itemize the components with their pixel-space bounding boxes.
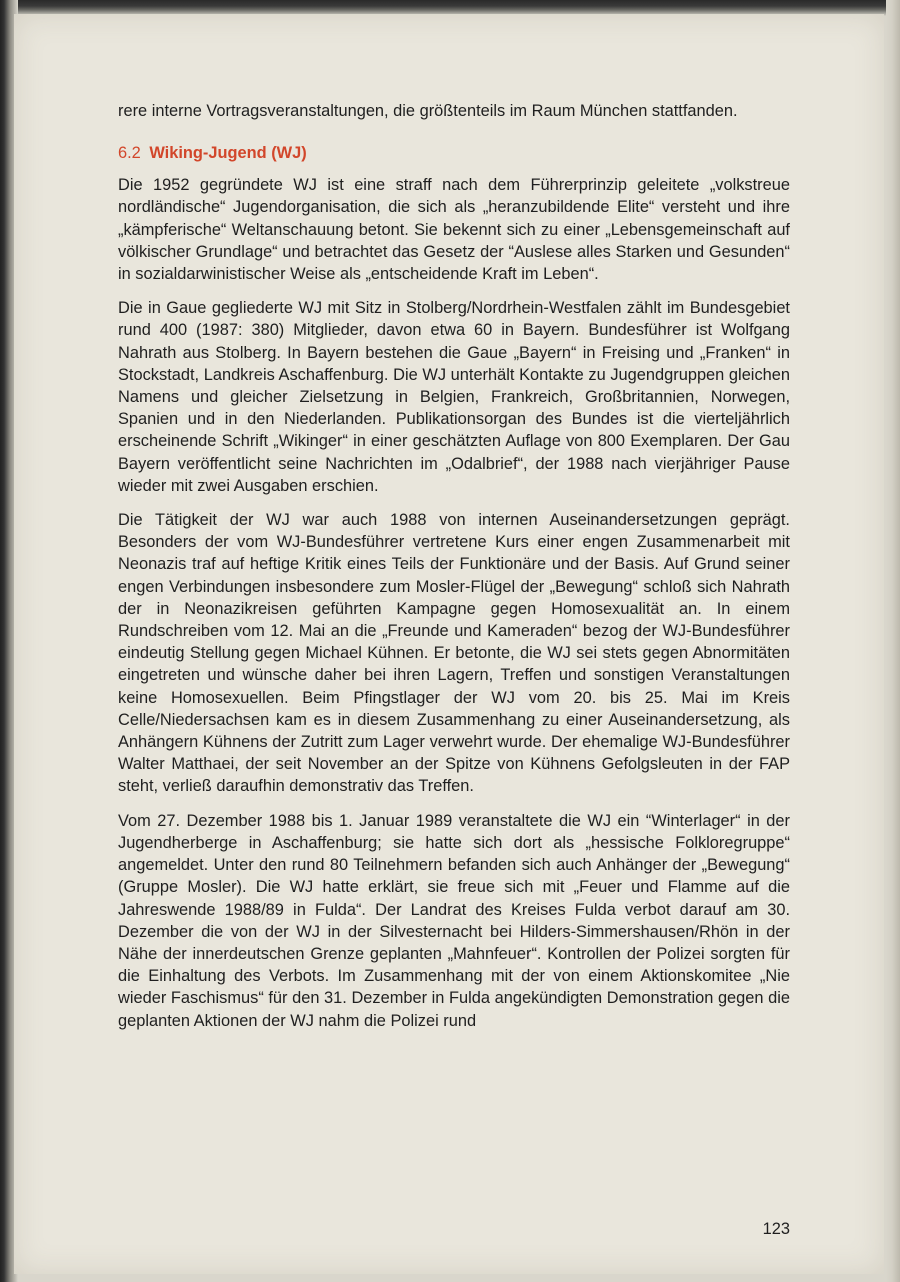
section-heading [118, 142, 790, 164]
paragraph-2: Die in Gaue gegliederte WJ mit Sitz in Stolberg/Nordrhein-Westfalen zählt im Bundesgebiet rund 400 (1987: 380) Mitglieder, davon etwa 60 in Bayern. Bundesführer ist Wolfgang Nahrath aus Stolberg. In Bayern bestehen die Gaue „Bayern“ in Freising und „Franken“ in Stockstadt, Landkreis Aschaffenburg. Die WJ unterhält Kontakte zu Jugendgruppen gleichen Namens und gleicher Zielsetzung in Belgien, Frankreich, Großbritannien, Norwegen, Spanien und in den Niederlanden. Publikationsorgan des Bundes ist die vierteljährlich erscheinende Schrift „Wikinger“ in einer geschätzten Auflage von 800 Exemplaren. Der Gau Bayern veröffentlicht seine Nachrichten im „Odalbrief“, der 1988 nach vierjähriger Pause wieder mit zwei Ausgaben erschien. [118, 299, 790, 495]
page-number: 123 [762, 1220, 790, 1238]
intro-paragraph: rere interne Vortragsveranstaltungen, die größtenteils im Raum München stattfanden. [118, 102, 738, 120]
section-title: Wiking-Jugend (WJ) [149, 144, 307, 163]
paragraph-3: Die Tätigkeit der WJ war auch 1988 von internen Auseinandersetzungen geprägt. Besonders der vom WJ-Bundesführer vertretene Kurs einer engen Zusammenarbeit mit Neonazis traf auf heftige Kritik eines Teils der Funktionäre und der Basis. Auf Grund seiner engen Verbindungen insbesondere zum Mosler-Flügel der „Bewegung“ schloß sich Nahrath der in Neonazikreisen geführten Kampagne gegen Homosexualität an. In einem Rundschreiben vom 12. Mai an die „Freunde und Kameraden“ bezog der WJ-Bundesführer eindeutig Stellung gegen Michael Kühnen. Er betonte, die WJ sei stets gegen Abnormitäten eingetreten und wünsche daher bei ihren Lagern, Treffen und sonstigen Veranstaltungen keine Homosexuellen. Beim Pfingstlager der WJ vom 20. bis 25. Mai im Kreis Celle/Niedersachsen kam es in diesem Zusammenhang zu einer Auseinandersetzung, als Anhängern Kühnens der Zutritt zum Lager verwehrt wurde. Der ehemalige WJ-Bundesführer Walter Matthaei, der seit November an der Spitze von Kühnens Gefolgsleuten in der FAP steht, verließ daraufhin demonstrativ das Treffen. [118, 511, 790, 796]
page-content [118, 100, 790, 1044]
section-number: 6.2 [118, 144, 141, 163]
paragraph-1: Die 1952 gegründete WJ ist eine straff nach dem Führerprinzip geleitete „volkstreue nordländische“ Jugendorganisation, die sich als „heranzubildende Elite“ versteht und ihre „kämpferische“ Weltanschauung betont. Sie bekennt sich zu einer „Lebensgemeinschaft auf völkischer Grundlage“ und betrachtet das Gesetz der “Auslese alles Starken und Gesunden“ in sozialdarwinistischer Weise als „entscheidende Kraft im Leben“. [118, 176, 790, 284]
page-edge-right [886, 0, 900, 1282]
paragraph-4: Vom 27. Dezember 1988 bis 1. Januar 1989 veranstaltete die WJ ein “Winterlager“ in der Jugendherberge in Aschaffenburg; sie hatte sich dort als „hessische Folkloregruppe“ angemeldet. Unter den rund 80 Teilnehmern befanden sich auch Anhänger der „Bewegung“ (Gruppe Mosler). Die WJ hatte erklärt, sie freue sich mit „Feuer und Flamme auf die Jahreswende 1988/89 in Fulda“. Der Landrat des Kreises Fulda verbot darauf am 30. Dezember die von der WJ in der Silvesternacht bei Hilders-Simmershausen/Rhön in der Nähe der innerdeutschen Grenze geplanten „Mahnfeuer“. Kontrollen der Polizei sorgten für die Einhaltung des Verbots. Im Zusammenhang mit der von einem Aktionskomitee „Nie wieder Faschismus“ für den 31. Dezember in Fulda angekündigten Demonstration gegen die geplanten Aktionen der WJ nahm die Polizei rund [118, 811, 790, 1030]
